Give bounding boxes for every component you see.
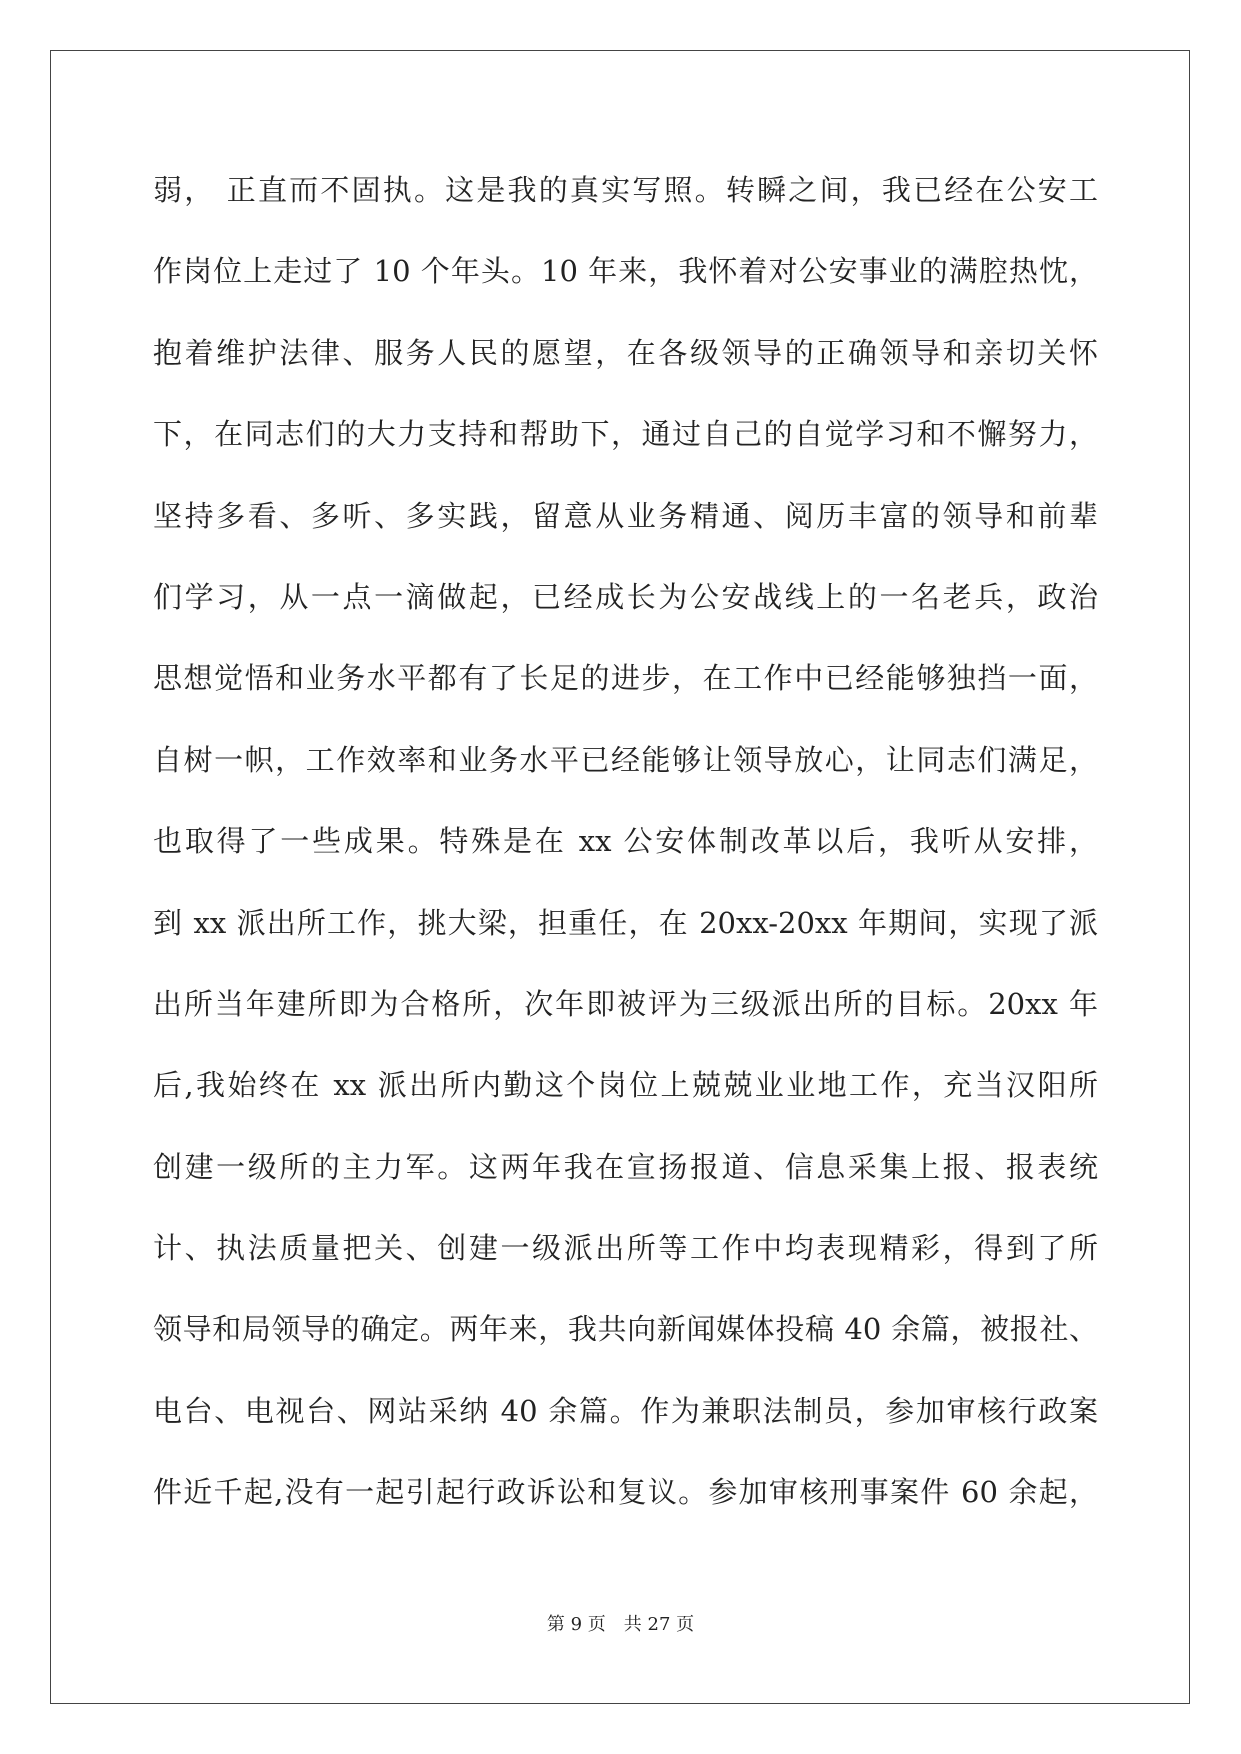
text-line: 们学习，从一点一滴做起，已经成长为公安战线上的一名老兵，政治 bbox=[153, 579, 1098, 614]
text-line: 计、执法质量把关、创建一级派出所等工作中均表现精彩，得到了所 bbox=[153, 1231, 1098, 1266]
text-line: 电台、电视台、网站采纳 40 余篇。作为兼职法制员，参加审核行政案 bbox=[153, 1393, 1098, 1428]
document-body bbox=[153, 158, 1098, 1542]
text-line: 领导和局领导的确定。两年来，我共向新闻媒体投稿 40 余篇，被报社、 bbox=[153, 1312, 1098, 1347]
text-line: 弱， 正直而不固执。这是我的真实写照。转瞬之间，我已经在公安工 bbox=[153, 173, 1098, 207]
text-line: 自树一帜，工作效率和业务水平已经能够让领导放心，让同志们满足， bbox=[153, 742, 1098, 777]
text-line: 到 xx 派出所工作，挑大梁，担重任，在 20xx-20xx 年期间，实现了派 bbox=[153, 905, 1098, 940]
text-line: 后,我始终在 xx 派出所内勤这个岗位上兢兢业业地工作，充当汉阳所 bbox=[153, 1068, 1098, 1103]
text-line: 坚持多看、多听、多实践，留意从业务精通、阅历丰富的领导和前辈 bbox=[153, 498, 1098, 533]
text-line: 抱着维护法律、服务人民的愿望，在各级领导的正确领导和亲切关怀 bbox=[153, 335, 1098, 370]
text-line: 出所当年建所即为合格所，次年即被评为三级派出所的目标。20xx 年 bbox=[153, 986, 1098, 1021]
text-line: 也取得了一些成果。特殊是在 xx 公安体制改革以后，我听从安排， bbox=[153, 824, 1098, 859]
text-line: 创建一级所的主力军。这两年我在宣扬报道、信息采集上报、报表统 bbox=[153, 1149, 1098, 1184]
text-line: 思想觉悟和业务水平都有了长足的进步，在工作中已经能够独挡一面， bbox=[153, 661, 1098, 696]
text-line: 作岗位上走过了 10 个年头。10 年来，我怀着对公安事业的满腔热忱， bbox=[153, 254, 1098, 289]
text-line: 下，在同志们的大力支持和帮助下，通过自己的自觉学习和不懈努力， bbox=[153, 417, 1098, 452]
text-line: 件近千起,没有一起引起行政诉讼和复议。参加审核刑事案件 60 余起， bbox=[153, 1475, 1098, 1510]
page-number: 第 9 页 共 27 页 bbox=[546, 1614, 695, 1635]
